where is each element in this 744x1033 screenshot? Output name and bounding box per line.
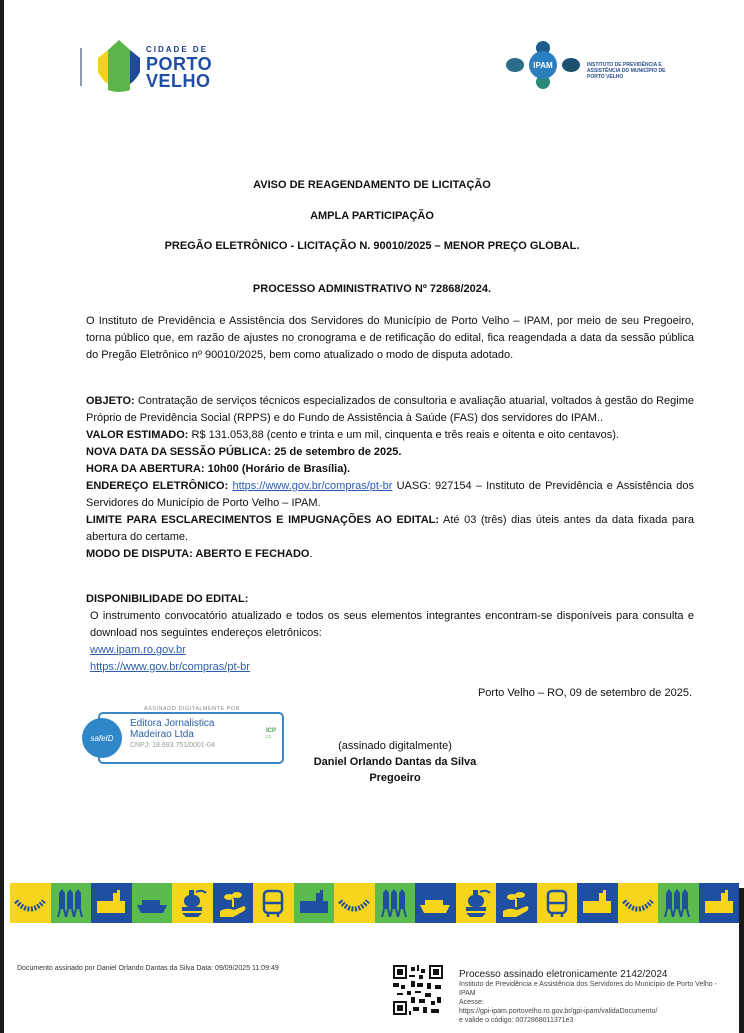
railway-icon — [14, 887, 46, 919]
banner-tile — [91, 883, 132, 923]
place-date: Porto Velho – RO, 09 de setembro de 2025. — [477, 687, 692, 699]
factory-icon — [298, 887, 330, 919]
endereco-label: ENDEREÇO ELETRÔNICO: — [86, 480, 229, 492]
silos-icon — [662, 887, 694, 919]
valor-text: R$ 131.053,88 (cento e trinta e um mil, cinquenta e três reais e oitenta e oito centavos). — [188, 429, 619, 441]
banner-tile — [577, 883, 618, 923]
bus-icon — [541, 887, 573, 919]
train-icon — [176, 887, 208, 919]
validation-code: e valide o código: 0072868011371e3 — [459, 1017, 574, 1024]
objeto-label: OBJETO: — [86, 395, 135, 407]
banner-tile — [253, 883, 294, 923]
valor-line — [86, 427, 694, 444]
safeid-text: safeID — [90, 733, 114, 743]
process-signed-title: Processo assinado eletronicamente 2142/2024 — [459, 969, 668, 980]
banner-tile — [132, 883, 173, 923]
electronic-signature-info — [459, 969, 719, 1025]
signed-by-footer: Documento assinado por Daniel Orlando Dantas da Silva Data: 09/09/2025 11:09:49 — [17, 965, 279, 972]
disponibilidade-text: O instrumento convocatório atualizado e todos os seus elementos integrantes encontram-se disponíveis para consulta e download nos seguintes endereços eletrônicos: — [90, 610, 694, 639]
train-icon — [460, 887, 492, 919]
railway-icon — [622, 887, 654, 919]
notice-title: AVISO DE REAGENDAMENTO DE LICITAÇÃO — [253, 179, 491, 191]
banner-tile — [456, 883, 497, 923]
intro-paragraph: O Instituto de Previdência e Assistência dos Servidores do Município de Porto Velho – IPAM, por meio de seu Pregoeiro, torna público que, em razão de ajustes no cronograma e de retificação do edital, fica reagendada a data da sessão pública do Pregão Eletrônico nº 90010/2025, bem como atualizado o modo de disputa adotado. — [86, 315, 694, 361]
stamp-signer-line2: Madeirao Ltda — [130, 729, 194, 740]
plant-hand-icon — [500, 887, 532, 919]
bus-icon — [257, 887, 289, 919]
boat-icon — [136, 887, 168, 919]
logo-city-line1: PORTO — [146, 54, 213, 74]
ipam-site-link[interactable]: www.ipam.ro.gov.br — [90, 644, 186, 656]
pregao-heading: PREGÃO ELETRÔNICO - LICITAÇÃO N. 90010/2025 – MENOR PREÇO GLOBAL. — [164, 240, 580, 252]
ipam-logo — [505, 40, 665, 90]
railway-icon — [338, 887, 370, 919]
signer-name: Daniel Orlando Dantas da Silva — [313, 756, 477, 768]
hora-text: HORA DA ABERTURA: 10h00 (Horário de Brasília). — [86, 463, 351, 475]
processo-heading: PROCESSO ADMINISTRATIVO Nº 72868/2024. — [252, 283, 492, 295]
qr-code-icon[interactable] — [393, 965, 443, 1015]
logo-city-line2: VELHO — [146, 71, 211, 91]
logo-city-prefix: CIDADE DE — [146, 45, 209, 54]
endereco-text: UASG: 927154 – Instituto de Previdência e Assistência dos Servidores do Município de Porto Velho – IPAM. — [86, 480, 695, 509]
nova-data-text: NOVA DATA DA SESSÃO PÚBLICA: 25 de setembro de 2025. — [86, 446, 402, 458]
stamp-label: ASSINADO DIGITALMENTE POR — [140, 706, 244, 712]
modo-period: . — [309, 548, 313, 560]
modo-text: MODO DE DISPUTA: ABERTO E FECHADO — [86, 548, 310, 560]
banner-tile — [334, 883, 375, 923]
boat-icon — [419, 887, 451, 919]
safeid-badge-icon — [82, 718, 122, 758]
ipam-emblem-icon — [505, 40, 581, 90]
access-label: Acesse: — [459, 999, 484, 1006]
modo-line — [86, 546, 694, 563]
viewer-left-edge — [0, 0, 4, 1033]
banner-tile — [537, 883, 578, 923]
banner-tile — [375, 883, 416, 923]
banner-tile — [496, 883, 537, 923]
objeto-line — [86, 393, 694, 427]
objeto-text: Contratação de serviços técnicos especializados de consultoria e avaliação atuarial, voltados à gestão do Regime Próprio de Previdência Social (RPPS) e do Fundo de Assistência à Saúde (FAS) dos servidores do IPAM.. — [86, 395, 694, 424]
compras-link[interactable]: https://www.gov.br/compras/pt-br — [232, 480, 393, 492]
svg-text:IPAM: IPAM — [533, 61, 553, 70]
limite-label: LIMITE PARA ESCLARECIMENTOS E IMPUGNAÇÕES AO EDITAL: — [86, 514, 440, 526]
hora-line — [86, 461, 694, 478]
banner-tile — [213, 883, 254, 923]
banner-tile — [618, 883, 659, 923]
digital-signature-stamp — [82, 706, 287, 766]
factory-icon — [581, 887, 613, 919]
notice-details — [86, 393, 694, 563]
signature-note: (assinado digitalmente) — [338, 740, 452, 752]
ipam-caption: INSTITUTO DE PREVIDÊNCIA E ASSISTÊNCIA DO MUNICÍPIO DE PORTO VELHO — [587, 62, 666, 80]
notice-subtitle: AMPLA PARTICIPAÇÃO — [310, 210, 434, 222]
banner-tile — [294, 883, 335, 923]
logo-divider — [80, 48, 82, 86]
compras-site-link[interactable]: https://www.gov.br/compras/pt-br — [90, 661, 250, 673]
banner-tile — [658, 883, 699, 923]
city-icons-banner — [10, 883, 739, 923]
limite-text: Até 03 (três) dias úteis antes da data fixada para abertura do certame. — [86, 514, 694, 543]
stamp-signer — [130, 718, 214, 740]
factory-icon — [703, 887, 735, 919]
stamp-signer-line1: Editora Jornalistica — [130, 718, 215, 729]
viewer-right-edge — [739, 888, 744, 1033]
porto-velho-emblem-icon — [94, 40, 144, 92]
icp-brasil-icon: ICP ▭ — [266, 728, 277, 740]
porto-velho-logo — [80, 38, 220, 94]
stamp-cnpj: CNPJ: 18.693.751/0001-04 — [130, 742, 215, 749]
nova-data-line — [86, 444, 694, 461]
signer-role: Pregoeiro — [369, 772, 421, 784]
valor-label: VALOR ESTIMADO: — [86, 429, 189, 441]
silos-icon — [379, 887, 411, 919]
validate-url[interactable]: https://gpi-ipam.portovelho.ro.gov.br/gpi-ipam/validaDocumento/ — [459, 1008, 658, 1015]
banner-tile — [172, 883, 213, 923]
plant-hand-icon — [217, 887, 249, 919]
disponibilidade-label: DISPONIBILIDADE DO EDITAL: — [86, 593, 249, 605]
banner-tile — [10, 883, 51, 923]
disponibilidade-section — [86, 591, 694, 676]
banner-tile — [415, 883, 456, 923]
banner-tile — [699, 883, 740, 923]
endereco-line — [86, 478, 694, 512]
institution-name: Instituto de Previdência e Assistência dos Servidores do Município de Porto Velho - IPAM — [459, 981, 717, 997]
limite-line — [86, 512, 694, 546]
factory-icon — [95, 887, 127, 919]
silos-icon — [55, 887, 87, 919]
banner-tile — [51, 883, 92, 923]
